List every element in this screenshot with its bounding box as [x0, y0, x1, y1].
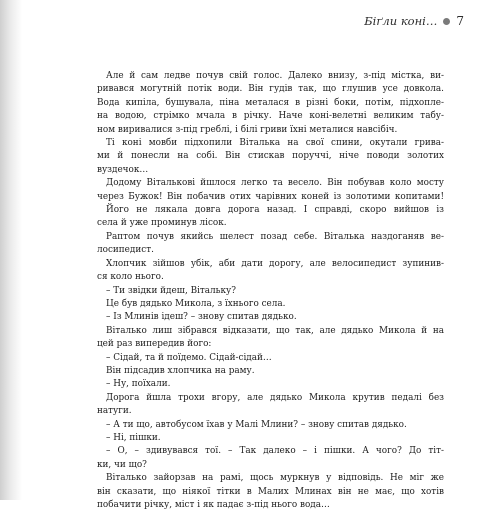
body-text [97, 70, 444, 512]
text-line: вуздечок… [97, 164, 149, 175]
text-line: – Із Млинів ідеш? – знову спитав дядько. [106, 312, 297, 323]
text-line: на водою, стрімко мчала в річку. Наче коні-велетні великим табу- [97, 111, 444, 122]
text-line: Віталько лиш зібрався відказати, що так, але дядько Микола й на [106, 325, 444, 336]
text-line: побачити річку, міст і як падає з-під нього вода… [97, 500, 330, 510]
text-line: цей раз випередив його: [97, 339, 212, 350]
text-line: Дорога йшла трохи вгору, але дядько Микола крутив педалі без [106, 392, 444, 403]
text-line: він сказати, що ніякої тітки в Малих Млинах він не має, що хотів [97, 486, 444, 497]
text-line: ми й понесли на собі. Він стискав поруччі, ніче поводи золотих [97, 151, 444, 162]
text-line: Раптом почув якийсь шелест позад себе. Віталька наздоганяв ве- [106, 231, 444, 242]
dot-icon [443, 18, 450, 25]
text-line: Він підсадив хлопчика на раму. [106, 365, 255, 376]
text-line: ривався могутній потік води. Він гудів так, що глушив усе довкола. [97, 84, 444, 95]
text-line: ки, чи що? [97, 459, 147, 470]
text-line: лосипедист. [97, 245, 154, 256]
text-line: Віталько зайорзав на рамі, щось муркнув у відповідь. Не міг же [106, 473, 444, 484]
text-line: – О, – здивувався тої. – Так далеко – і пішки. А чого? До тіт- [106, 446, 444, 457]
running-title: Біґли коні… [364, 14, 438, 28]
text-line: Додому Віталькові йшлося легко та весело. Він побував коло мосту [106, 178, 444, 189]
running-header [364, 14, 464, 28]
text-line: Вода кипіла, бушувала, піна металася в різні боки, потім, підхопле- [97, 97, 444, 108]
text-line: Хлопчик зійшов убік, аби дати дорогу, але велосипедист зупинив- [106, 258, 444, 269]
page-number: 7 [456, 14, 464, 28]
text-line: – А ти що, автобусом їхав у Малі Млини? – знову спитав дядько. [106, 419, 407, 430]
text-line: – Ні, пішки. [106, 432, 161, 443]
text-line: ся коло нього. [97, 272, 164, 283]
text-line: – Ти звідки йдеш, Вітальку? [106, 285, 236, 296]
text-line: – Сідай, та й поїдемо. Сідай-сідай… [106, 352, 272, 363]
text-line: Ті коні мовби підхопили Віталька на свої спини, окутали грива- [106, 138, 444, 149]
text-line: Це був дядько Микола, з їхнього села. [106, 298, 286, 309]
text-line: через Бужок! Він побачив отих чарівних коней із золотими копитами! [97, 191, 444, 202]
text-line: – Ну, поїхали. [106, 379, 171, 390]
text-line: Але й сам ледве почув свій голос. Далеко внизу, з-під містка, ви- [106, 71, 444, 81]
text-line: ном виривалися з-під греблі, і білі гриви їхні металися навсібіч. [97, 124, 398, 135]
text-line: Його не лякала довга дорога назад. І справді, скоро вийшов із [106, 205, 444, 216]
binding-gutter-shadow [0, 0, 22, 500]
text-line: села й уже проминув лісок. [97, 218, 227, 229]
text-line: натуги. [97, 406, 132, 417]
